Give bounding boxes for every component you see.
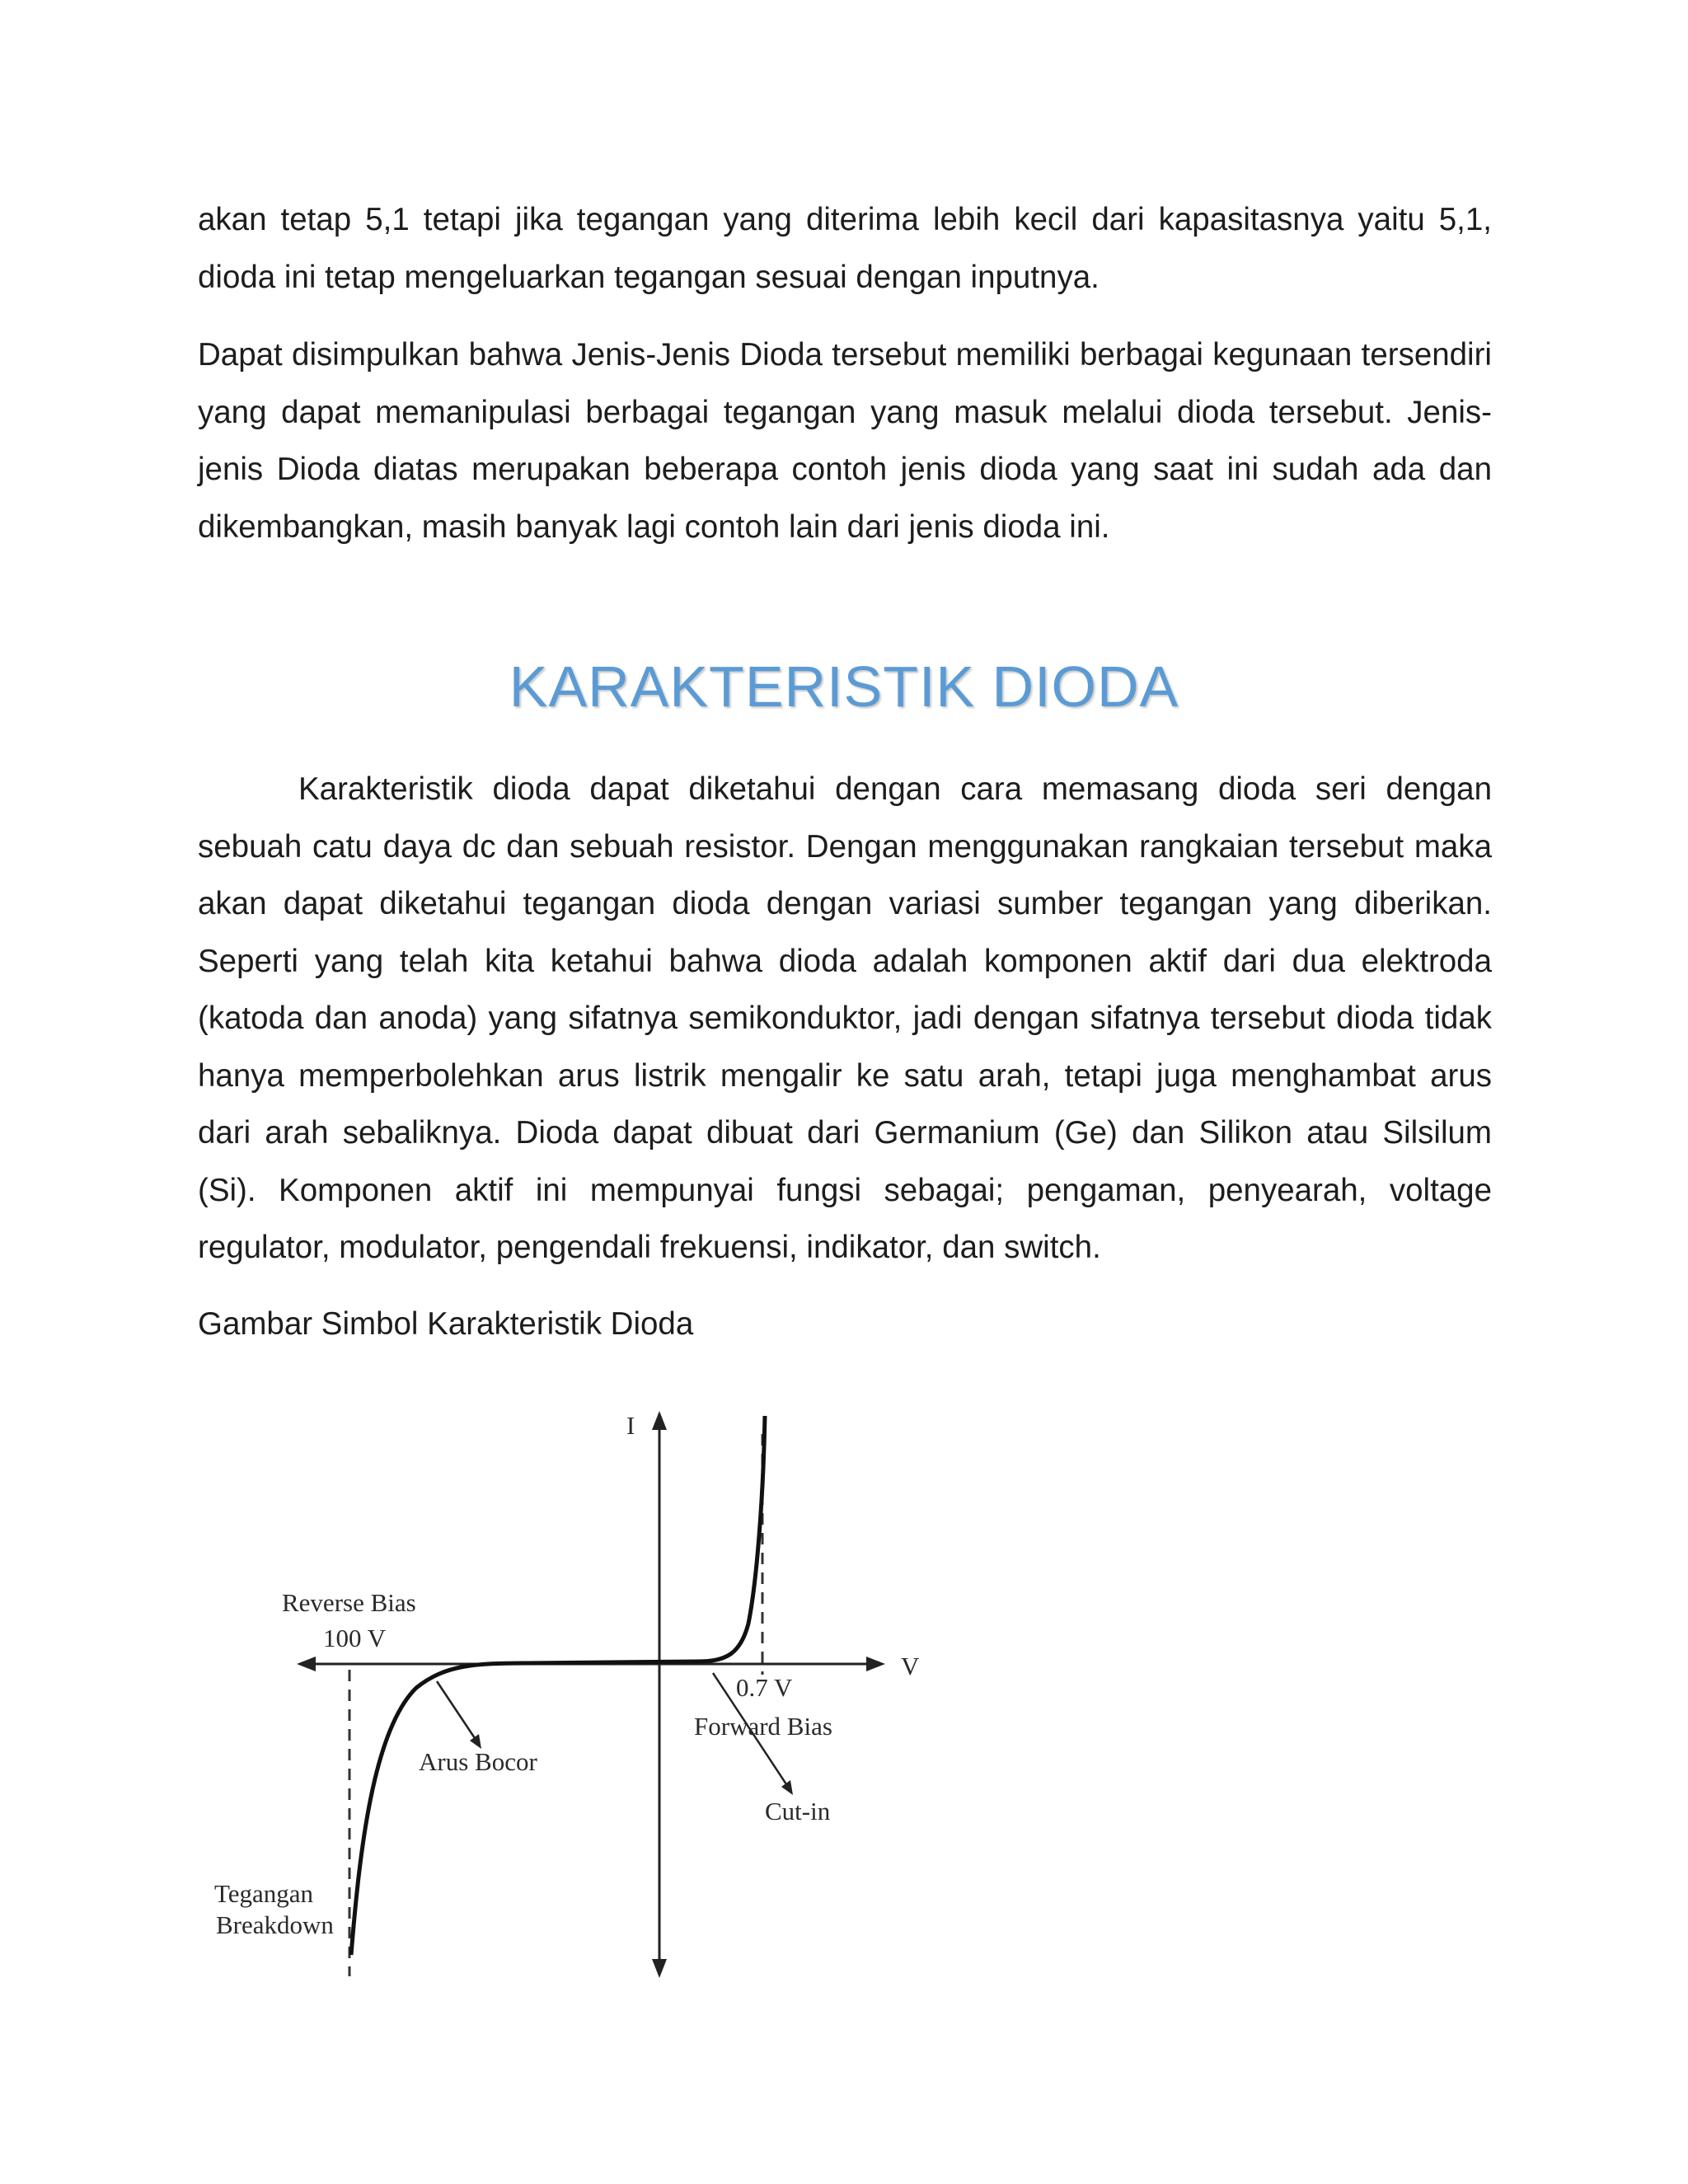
cut-in-label: Cut-in — [765, 1797, 831, 1825]
figure-caption: Gambar Simbol Karakteristik Dioda — [198, 1306, 694, 1342]
section-heading: KARAKTERISTIK DIODA — [509, 654, 1179, 719]
breakdown-voltage-label-line2: Breakdown — [216, 1910, 334, 1939]
iv-curve — [351, 1416, 765, 1955]
forward-voltage-label: 0.7 V — [736, 1673, 793, 1702]
paragraph-characteristics: Karakteristik dioda dapat diketahui dengan cara memasang dioda seri dengan sebuah catu daya dc dan sebuah resistor. Dengan menggunakan rangkaian tersebut maka akan dapat diketahui tegangan dioda dengan variasi sumber tegangan yang diberikan. Seperti yang telah kita ketahui bahwa dioda adalah komponen aktif dari dua elektroda (katoda dan anoda) yang sifatnya semikonduktor, jadi dengan sifatnya tersebut dioda tidak hanya memperbolehkan arus listrik mengalir ke satu arah, tetapi juga menghambat arus dari arah sebaliknya. Dioda dapat dibuat dari Germanium (Ge) dan Silikon atau Silsilum (Si). Komponen aktif ini mempunyai fungsi sebagai; pengaman, penyearah, voltage regulator, modulator, pengendali frekuensi, indikator, dan switch. — [198, 771, 1492, 1265]
voltage-axis-arrow-right-icon — [866, 1657, 885, 1671]
current-axis-arrow-up-icon — [652, 1411, 667, 1430]
paragraph-zener-ending: akan tetap 5,1 tetapi jika tegangan yang diterima lebih kecil dari kapasitasnya yaitu 5,1, dioda ini tetap mengeluarkan tegangan sesuai dengan inputnya. — [198, 202, 1492, 295]
leakage-pointer — [437, 1681, 476, 1741]
leakage-current-label: Arus Bocor — [419, 1747, 537, 1776]
current-axis-label: I — [626, 1411, 635, 1440]
voltage-axis-arrow-left-icon — [297, 1657, 316, 1671]
paragraph-conclusion: Dapat disimpulkan bahwa Jenis-Jenis Dioda tersebut memiliki berbagai kegunaan tersendiri yang dapat memanipulasi berbagai tegangan yang masuk melalui dioda tersebut. Jenis-jenis Dioda diatas merupakan beberapa contoh jenis dioda yang saat ini sudah ada dan dikembangkan, masih banyak lagi contoh lain dari jenis dioda ini. — [198, 337, 1492, 545]
breakdown-voltage-label-line1: Tegangan — [214, 1879, 314, 1908]
voltage-axis-label: V — [901, 1652, 920, 1680]
current-axis-arrow-down-icon — [652, 1959, 667, 1978]
reverse-voltage-label: 100 V — [323, 1624, 387, 1652]
reverse-bias-label: Reverse Bias — [282, 1588, 416, 1617]
forward-bias-label: Forward Bias — [694, 1712, 832, 1741]
cut-in-pointer-arrow-icon — [781, 1780, 793, 1795]
